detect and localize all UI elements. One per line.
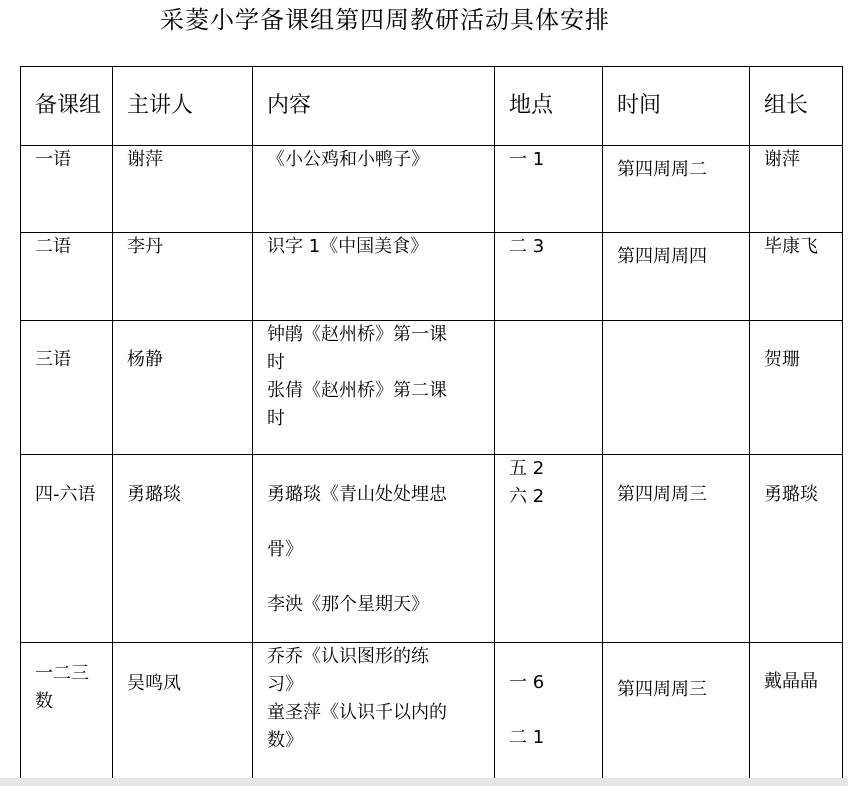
cell-location — [495, 321, 603, 455]
location-line: 二 1 — [509, 727, 545, 748]
cell-leader: 勇璐琰 — [750, 455, 843, 643]
location-line: 一 1 — [509, 149, 545, 170]
location-line: 一 6 — [509, 672, 545, 693]
cell-speaker: 吴鸣凤 — [113, 643, 253, 779]
cell-time: 第四周周二 — [603, 146, 750, 233]
cell-content — [253, 643, 495, 779]
cell-leader: 戴晶晶 — [750, 643, 843, 779]
cell-group: 四-六语 — [21, 455, 113, 643]
cell-group — [21, 643, 113, 779]
schedule-table — [20, 66, 843, 779]
content-line: 童圣萍《认识千以内的 — [267, 702, 447, 723]
content-line: 乔乔《认识图形的练 — [267, 646, 429, 667]
content-line: 习》 — [267, 674, 303, 695]
content-line: 《小公鸡和小鸭子》 — [267, 149, 429, 170]
header-time: 时间 — [603, 67, 750, 146]
cell-group: 三语 — [21, 321, 113, 455]
group-line: 数 — [35, 691, 53, 712]
cell-content — [253, 455, 495, 643]
header-location: 地点 — [495, 67, 603, 146]
table-row — [21, 455, 843, 643]
cell-content — [253, 233, 495, 321]
content-line: 数》 — [267, 730, 303, 751]
table-row — [21, 146, 843, 233]
cell-speaker: 杨静 — [113, 321, 253, 455]
cell-leader: 毕康飞 — [750, 233, 843, 321]
page-title: 采菱小学备课组第四周教研活动具体安排 — [160, 6, 610, 34]
cell-speaker: 勇璐琰 — [113, 455, 253, 643]
cell-content — [253, 321, 495, 455]
cell-time: 第四周周三 — [603, 455, 750, 643]
cell-content — [253, 146, 495, 233]
cell-time: 第四周周四 — [603, 233, 750, 321]
table-row — [21, 321, 843, 455]
header-speaker: 主讲人 — [113, 67, 253, 146]
content-line: 时 — [267, 352, 285, 373]
group-line: 一二三 — [35, 663, 89, 684]
cell-leader: 谢萍 — [750, 146, 843, 233]
cell-time: 第四周周三 — [603, 643, 750, 779]
location-line: 六 2 — [509, 486, 545, 507]
table-header-row — [21, 67, 843, 146]
cell-location — [495, 455, 603, 643]
header-leader: 组长 — [750, 67, 843, 146]
header-group: 备课组 — [21, 67, 113, 146]
table-row — [21, 643, 843, 779]
cell-location — [495, 146, 603, 233]
content-line: 骨》 — [267, 539, 303, 560]
content-line: 张倩《赵州桥》第二课 — [267, 380, 447, 401]
cell-location — [495, 643, 603, 779]
location-line: 二 3 — [509, 236, 545, 257]
cell-time — [603, 321, 750, 455]
location-line: 五 2 — [509, 458, 545, 479]
table-row — [21, 233, 843, 321]
header-content: 内容 — [253, 67, 495, 146]
viewer-bottom-edge — [0, 778, 848, 786]
content-line: 钟鹃《赵州桥》第一课 — [267, 324, 447, 345]
content-line: 李泱《那个星期天》 — [267, 594, 429, 615]
content-line: 勇璐琰《青山处处埋忠 — [267, 484, 447, 505]
content-line: 识字 1《中国美食》 — [267, 236, 429, 257]
cell-leader: 贺珊 — [750, 321, 843, 455]
cell-speaker: 谢萍 — [113, 146, 253, 233]
cell-group: 二语 — [21, 233, 113, 321]
cell-location — [495, 233, 603, 321]
content-line: 时 — [267, 408, 285, 429]
cell-group: 一语 — [21, 146, 113, 233]
cell-speaker: 李丹 — [113, 233, 253, 321]
